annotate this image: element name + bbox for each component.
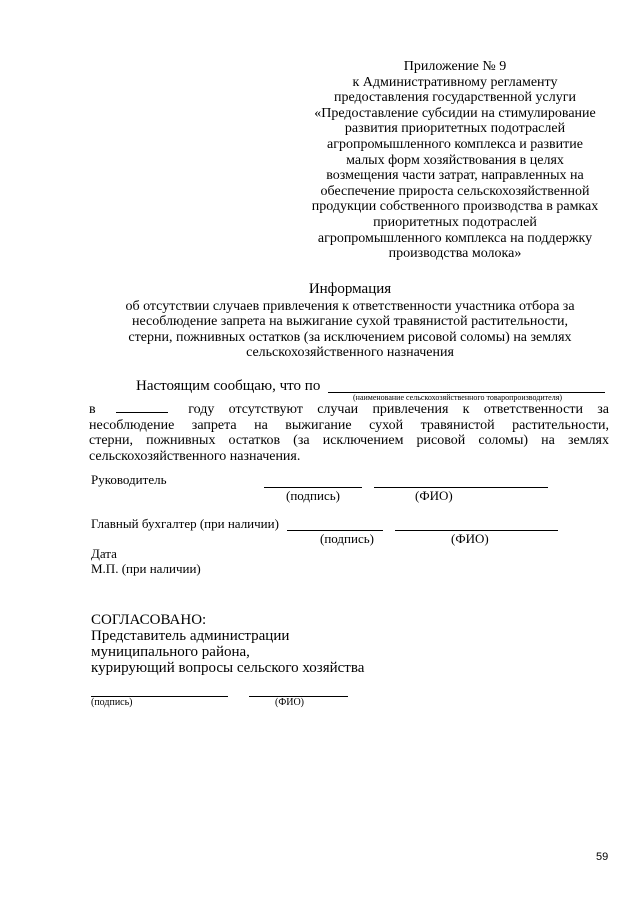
- body-row1-rest: году отсутствуют случаи привлечения к ответственности за: [188, 402, 609, 417]
- agreed-name-caption: (ФИО): [275, 697, 305, 708]
- appendix-line: «Предоставление субсидии на стимулирование: [314, 105, 596, 121]
- appendix-line: малых форм хозяйствования в целях: [346, 152, 564, 168]
- body-row1-prefix: в: [89, 402, 96, 417]
- appendix-header: [290, 59, 620, 262]
- producer-name-caption: (наименование сельскохозяйственного товаропроизводителя): [353, 393, 563, 402]
- appendix-line: к Административному регламенту: [352, 74, 558, 90]
- agreed-line: Представитель администрации: [91, 628, 290, 644]
- body-row: стерни, пожнивных остатков (за исключением рисовой соломы) на землях: [89, 433, 609, 449]
- body-row: несоблюдение запрета на выжигание сухой травянистой растительности,: [89, 417, 609, 433]
- intro-text: Настоящим сообщаю, что по: [136, 378, 321, 394]
- appendix-line: производства молока»: [388, 246, 522, 262]
- title-line: об отсутствии случаев привлечения к ответственности участника отбора за: [125, 298, 575, 314]
- body-row: сельскохозяйственного назначения.: [89, 448, 301, 464]
- appendix-line: продукции собственного производства в рамках: [311, 199, 599, 215]
- agreed-line: муниципального района,: [91, 644, 250, 660]
- appendix-line: Приложение № 9: [403, 59, 507, 74]
- title-heading: Информация: [308, 281, 392, 297]
- document-title: [85, 282, 615, 361]
- appendix-line: предоставления государственной услуги: [334, 90, 576, 106]
- appendix-line: агропромышленного комплекса и развитие: [327, 136, 583, 152]
- date-label: Дата: [91, 546, 117, 561]
- accountant-label: Главный бухгалтер (при наличии): [91, 516, 279, 531]
- appendix-line: возмещения части затрат, направленных на: [326, 168, 584, 184]
- head-name-field[interactable]: [374, 487, 548, 488]
- title-line: стерни, пожнивных остатков (за исключением рисовой соломы) на землях: [128, 329, 572, 345]
- head-name-caption: (ФИО): [415, 488, 453, 503]
- agreed-block: [91, 612, 364, 676]
- appendix-line: приоритетных подотраслей: [373, 214, 537, 230]
- page-number: 59: [596, 851, 609, 863]
- agreed-heading: СОГЛАСОВАНО:: [91, 612, 207, 628]
- appendix-line: обеспечение прироста сельскохозяйственной: [320, 183, 590, 199]
- seal-label: М.П. (при наличии): [91, 561, 201, 576]
- agreed-signature-caption: (подпись): [91, 697, 133, 708]
- year-field[interactable]: [116, 402, 168, 413]
- accountant-signature-caption: (подпись): [320, 531, 374, 546]
- title-line: сельскохозяйственного назначения: [246, 345, 454, 361]
- head-signature-caption: (подпись): [286, 488, 340, 503]
- title-line: несоблюдение запрета на выжигание сухой травянистой растительности,: [131, 314, 568, 330]
- accountant-name-caption: (ФИО): [451, 531, 489, 546]
- appendix-line: агропромышленного комплекса на поддержку: [317, 230, 593, 246]
- body-row: [89, 402, 609, 418]
- head-label: Руководитель: [91, 472, 167, 487]
- body-paragraph: [89, 402, 609, 464]
- agreed-line: курирующий вопросы сельского хозяйства: [91, 660, 365, 676]
- appendix-line: развития приоритетных подотраслей: [344, 121, 566, 137]
